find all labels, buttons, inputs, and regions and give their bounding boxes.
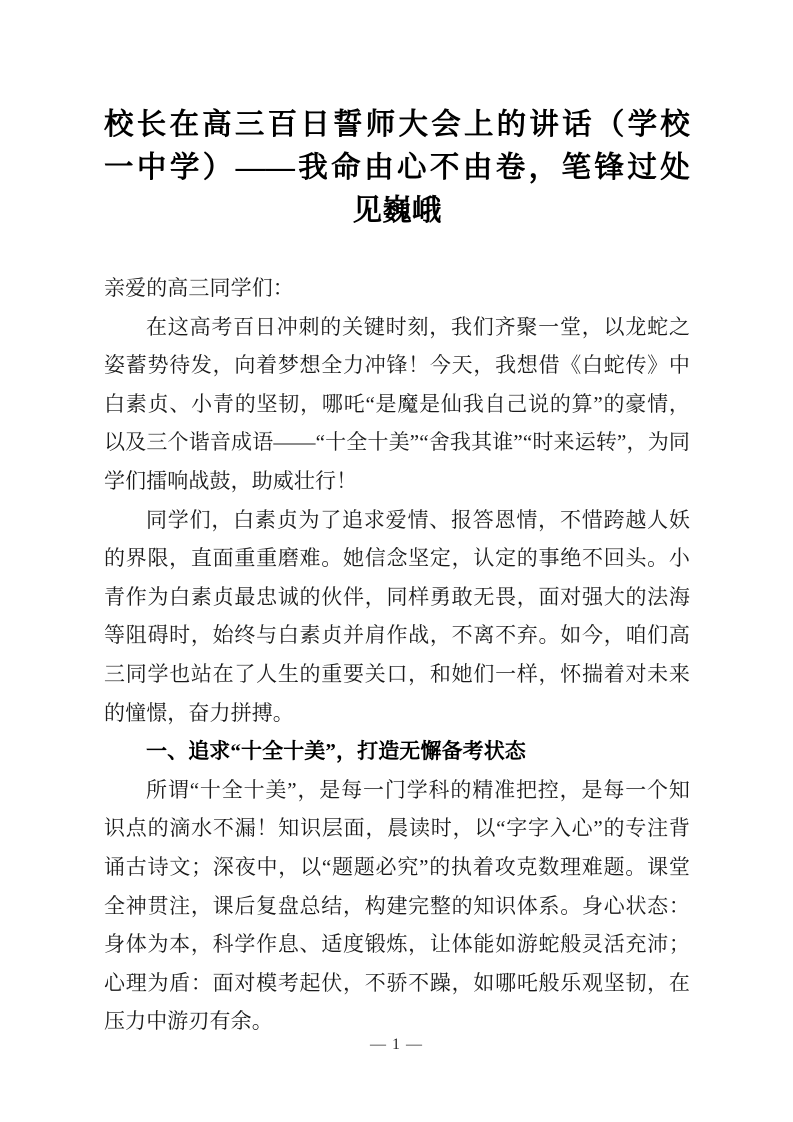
page-number-label: — 1 — xyxy=(370,1036,423,1053)
paragraph-2: 同学们，白素贞为了追求爱情、报答恩情，不惜跨越人妖的界限，直面重重磨难。她信念坚定，认定的事绝不回头。小青作为白素贞最忠诚的伙伴，同样勇敢无畏，面对强大的法海等阻碍时，始终与白素贞并肩作战，不离不弃。如今，咱们高三同学也站在了人生的重要关口，和她们一样，怀揣着对未来的憧憬，奋力拼搏。 xyxy=(104,507,690,725)
title-line-3: 见巍峨 xyxy=(352,195,442,227)
document-body xyxy=(104,269,690,1041)
page-title xyxy=(104,0,690,233)
page-footer xyxy=(0,1036,793,1054)
salutation: 亲爱的高三同学们： xyxy=(104,276,294,300)
section-heading-1: 一、追求“十全十美”，打造无懈备考状态 xyxy=(146,739,526,764)
title-line-2: 一中学）——我命由心不由卷，笔锋过处 xyxy=(104,152,690,184)
paragraph-1: 在这高考百日冲刺的关键时刻，我们齐聚一堂，以龙蛇之姿蓄势待发，向着梦想全力冲锋！今天，我想借《白蛇传》中白素贞、小青的坚韧，哪吒“是魔是仙我自己说的算”的豪情，以及三个谐音成语——“十全十美”“舍我其谁”“时来运转”，为同学们擂响战鼓，助威壮行！ xyxy=(104,314,690,493)
section-paragraph-1: 所谓“十全十美”，是每一门学科的精准把控，是每一个知识点的滴水不漏！知识层面，晨读时，以“字字入心”的专注背诵古诗文；深夜中，以“题题必究”的执着攻克数理难题。课堂全神贯注，课后复盘总结，构建完整的知识体系。身心状态：身体为本，科学作息、适度锻炼，让体能如游蛇般灵活充沛；心理为盾：面对模考起伏，不骄不躁，如哪吒般乐观坚韧，在压力中游刃有余。 xyxy=(104,777,690,1034)
page-content xyxy=(104,0,690,1041)
title-line-1: 校长在高三百日誓师大会上的讲话（学校 xyxy=(104,109,690,141)
